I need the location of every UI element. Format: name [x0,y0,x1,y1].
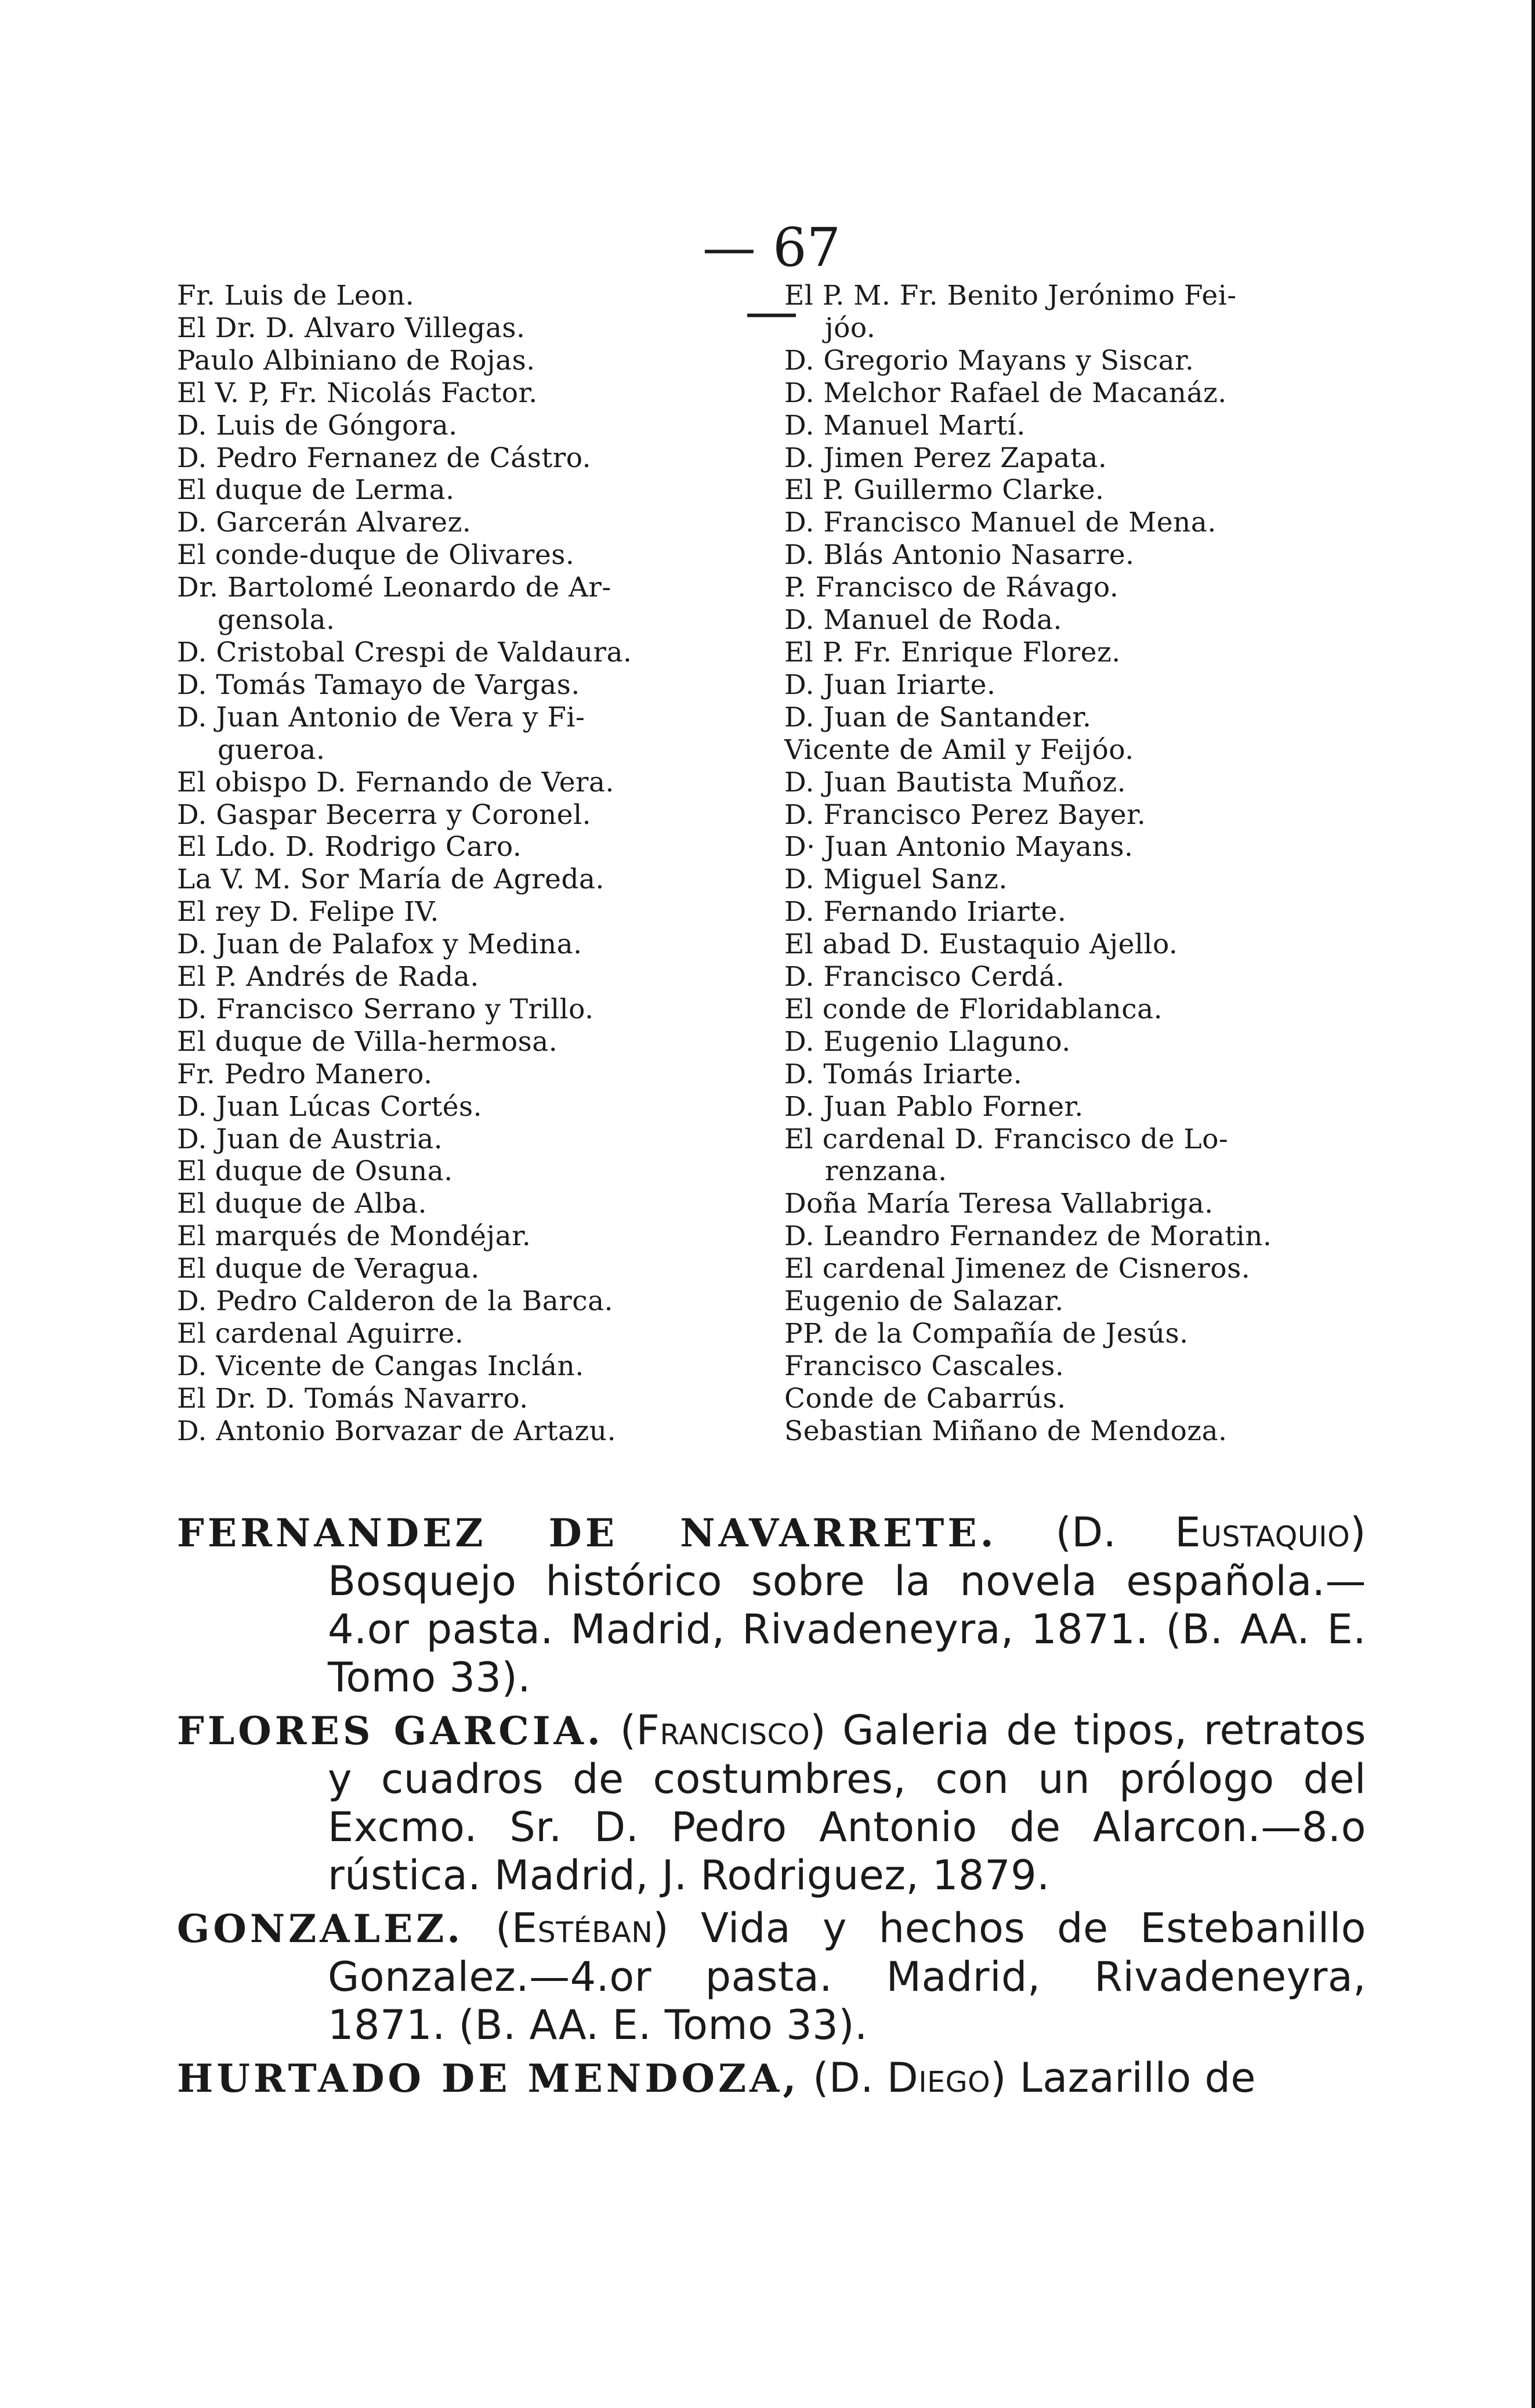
entry-headword: FLORES GARCIA. [177,1708,604,1753]
page-edge [1532,0,1535,2408]
name-list-item: Eugenio de Salazar. [784,1285,1064,1318]
name-list-item: El V. P, Fr. Nicolás Factor. [177,377,538,409]
entry-body: Galeria de tipos, retratos y cuadros de costumbres, con un prólogo del Excmo. Sr. D. Pedro Antonio de Alarcon.—8.o rústica. Madrid, J. Rodriguez, 1879. [328,1706,1366,1899]
bibliography-entry [177,1509,1366,1702]
name-list-item: Paulo Albiniano de Rojas. [177,344,535,377]
name-list-item: Francisco Cascales. [784,1350,1065,1382]
name-list-item: renzana. [825,1155,947,1188]
entry-qualifier: (Francisco) [620,1706,827,1754]
name-list-item: El cardenal D. Francisco de Lo- [784,1123,1229,1155]
entry-body: Bosquejo histórico sobre la novela española.—4.or pasta. Madrid, Rivadeneyra, 1871. (B. AA. E. Tomo 33). [328,1557,1366,1701]
name-list-item: D· Juan Antonio Mayans. [784,831,1134,863]
name-list-item: El cardenal Jimenez de Cisneros. [784,1253,1251,1285]
name-list-item: D. Manuel de Roda. [784,604,1062,637]
name-list-item: El Dr. D. Tomás Navarro. [177,1382,528,1415]
name-list-item: D. Tomás Iriarte. [784,1058,1023,1090]
page-number: — 67 — [702,216,841,342]
name-list-item: D. Cristobal Crespi de Valdaura. [177,636,632,668]
entry-headword: FERNANDEZ DE NAVARRETE. [177,1510,997,1556]
name-list-item: D. Manuel Martí. [784,409,1026,442]
name-list-item: La V. M. Sor María de Agreda. [177,863,604,896]
name-list-item: D. Luis de Góngora. [177,409,458,442]
name-list-item: gueroa. [218,733,325,766]
name-list-item: Doña María Teresa Vallabriga. [784,1188,1214,1220]
name-list-item: D. Juan de Santander. [784,701,1092,733]
name-list-item: D. Francisco Serrano y Trillo. [177,993,594,1025]
name-list-item: D. Garcerán Alvarez. [177,507,472,539]
name-list-item: Conde de Cabarrús. [784,1382,1066,1415]
name-list-item: El abad D. Eustaquio Ajello. [784,928,1178,961]
name-list-item: El P. M. Fr. Benito Jerónimo Fei- [784,280,1237,312]
name-list-item: El conde-duque de Olivares. [177,539,575,572]
name-list-item: D. Jimen Perez Zapata. [784,442,1107,474]
name-list-item: D. Miguel Sanz. [784,863,1008,896]
name-list-item: D. Antonio Borvazar de Artazu. [177,1415,617,1447]
name-list-item: D. Melchor Rafael de Macanáz. [784,377,1227,409]
name-list-item: D. Gaspar Becerra y Coronel. [177,798,592,831]
name-list-item: El P. Guillermo Clarke. [784,474,1105,507]
name-list-item: D. Francisco Perez Bayer. [784,798,1146,831]
name-list-item: El duque de Villa-hermosa. [177,1025,558,1058]
name-list-item: D. Gregorio Mayans y Siscar. [784,344,1194,377]
name-list-item: jóo. [825,312,876,344]
name-list-item: PP. de la Compañía de Jesús. [784,1318,1189,1350]
name-list-item: El obispo D. Fernando de Vera. [177,766,614,798]
name-list-item: D. Pedro Fernanez de Cástro. [177,442,592,474]
name-list-item: D. Juan Lúcas Cortés. [177,1090,483,1123]
name-list-item: D. Leandro Fernandez de Moratin. [784,1220,1272,1253]
name-list-item: El Ldo. D. Rodrigo Caro. [177,831,522,863]
name-list-item: D. Eugenio Llaguno. [784,1025,1071,1058]
name-list-item: Sebastian Miñano de Mendoza. [784,1415,1228,1447]
name-list-item: D. Francisco Manuel de Mena. [784,507,1217,539]
name-list-item: P. Francisco de Rávago. [784,572,1119,604]
name-list-item: Vicente de Amil y Feijóo. [784,733,1134,766]
name-list-item: El duque de Veragua. [177,1253,480,1285]
entry-body: Lazarillo de [1019,2054,1256,2102]
entry-qualifier: (D. Diego) [813,2054,1007,2102]
entry-body: Vida y hechos de Estebanillo Gonzalez.—4.or pasta. Madrid, Rivadeneyra, 1871. (B. AA. E. Tomo 33). [328,1904,1366,2049]
name-list-item: El cardenal Aguirre. [177,1318,464,1350]
name-list-item: D. Juan Iriarte. [784,668,996,701]
name-list-item: D. Juan Pablo Forner. [784,1090,1084,1123]
name-list-item: El marqués de Mondéjar. [177,1220,531,1253]
name-list-item: D. Francisco Cerdá. [784,961,1065,993]
bibliography-entry [177,1904,1366,2049]
bibliography-entry [177,2054,1366,2103]
right-name-column [784,280,1376,1448]
entry-qualifier: (Estéban) [495,1904,669,1952]
entry-headword: GONZALEZ. [177,1906,464,1951]
name-list-item: Dr. Bartolomé Leonardo de Ar- [177,572,611,604]
name-list-item: D. Pedro Calderon de la Barca. [177,1285,614,1318]
name-list-item: gensola. [218,604,335,637]
name-list-item: El conde de Floridablanca. [784,993,1163,1025]
entry-qualifier: (D. Eustaquio) [1055,1509,1366,1556]
name-list-item: D. Fernando Iriarte. [784,896,1067,928]
name-list-item: Fr. Pedro Manero. [177,1058,433,1090]
name-list-item: El duque de Osuna. [177,1155,453,1188]
name-list-item: El P. Fr. Enrique Florez. [784,636,1121,668]
name-list-item: El rey D. Felipe IV. [177,896,439,928]
left-name-column [177,280,769,1448]
name-list-item: D. Blás Antonio Nasarre. [784,539,1135,572]
name-list-item: D. Tomás Tamayo de Vargas. [177,668,580,701]
bibliography-entries [177,1509,1366,2107]
name-list-item: El Dr. D. Alvaro Villegas. [177,312,526,344]
name-list-item: D. Juan de Palafox y Medina. [177,928,582,961]
name-list-item: D. Vicente de Cangas Inclán. [177,1350,584,1382]
name-list-item: El duque de Lerma. [177,474,455,507]
name-list-item: D. Juan de Austria. [177,1123,443,1155]
bibliography-entry [177,1706,1366,1900]
name-list-item: D. Juan Bautista Muñoz. [784,766,1127,798]
name-list-item: El P. Andrés de Rada. [177,961,479,993]
entry-headword: HURTADO DE MENDOZA, [177,2056,800,2101]
name-list-item: D. Juan Antonio de Vera y Fi- [177,701,585,733]
name-list-item: Fr. Luis de Leon. [177,280,415,312]
name-list-item: El duque de Alba. [177,1188,428,1220]
